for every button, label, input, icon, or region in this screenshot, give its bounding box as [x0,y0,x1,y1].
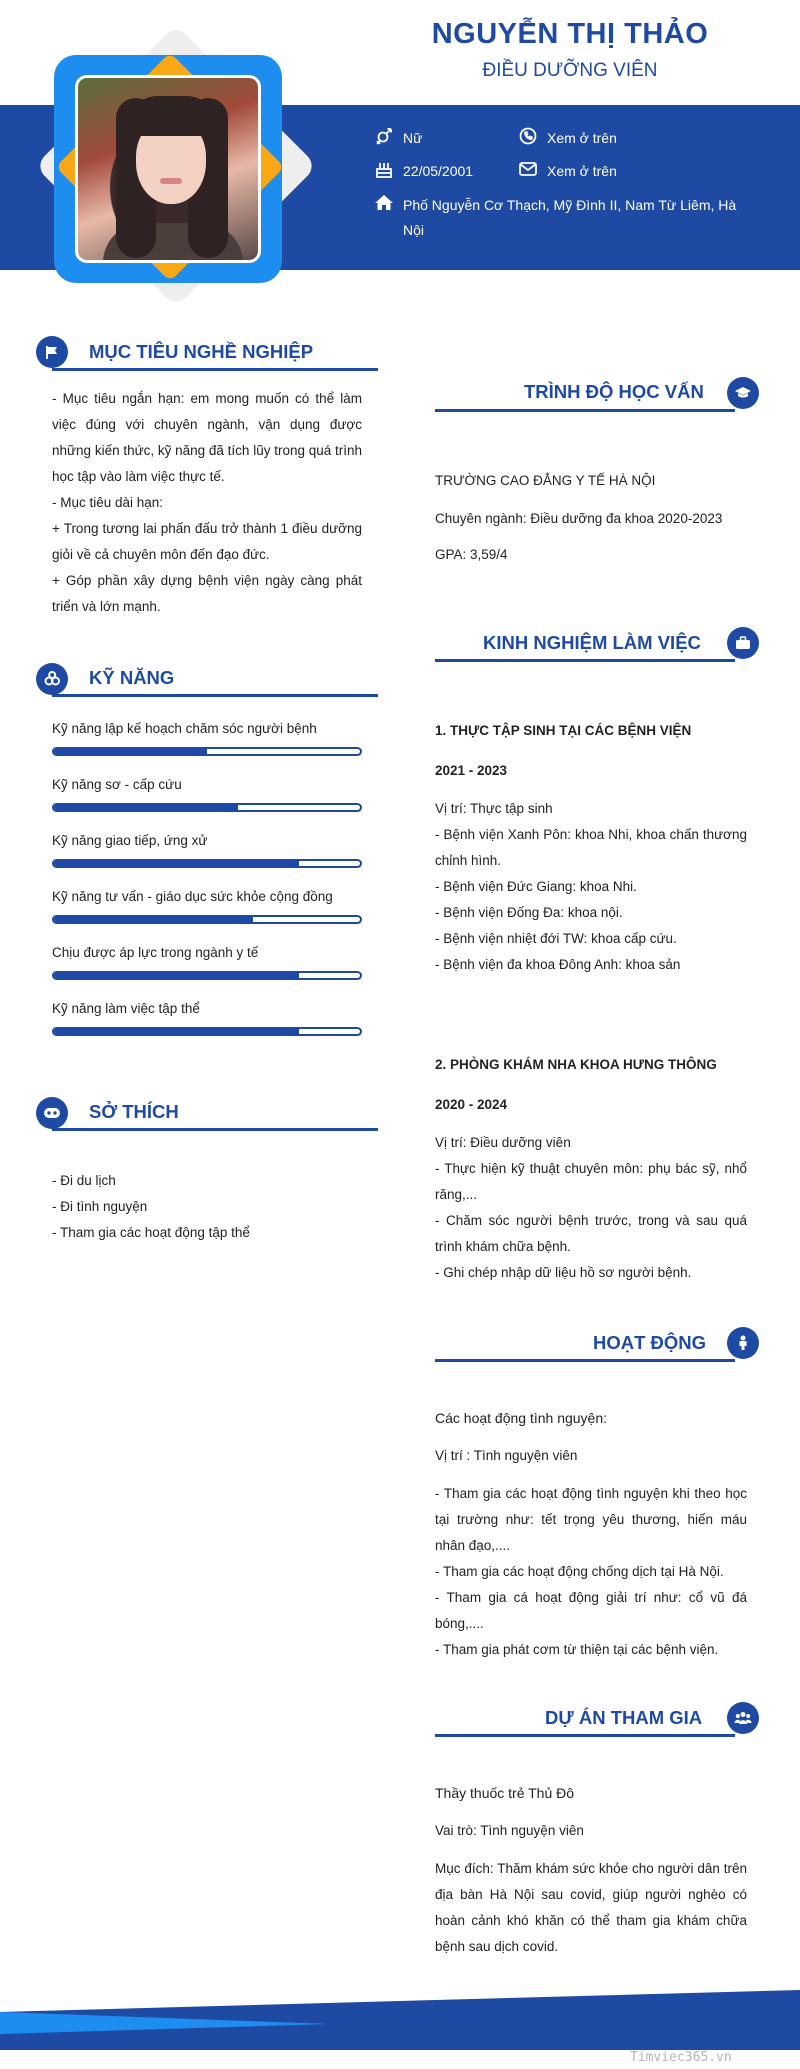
section-activities-title: HOẠT ĐỘNG [593,1332,707,1353]
skill-bar-fill [54,917,253,922]
job-line: Vị trí: Điều dưỡng viên [435,1135,571,1150]
profile-photo [75,75,261,263]
section-skills-rule [52,694,378,697]
activity-line: - Tham gia cá hoạt động giải trí như: cổ vũ đá bóng,.... [435,1590,747,1631]
hobbies-list [52,1168,362,1246]
section-objective-rule [52,368,378,371]
section-education-title: TRÌNH ĐỘ HỌC VẤN [524,381,704,402]
job-line: Vị trí: Thực tập sinh [435,801,553,816]
briefcase-icon [727,627,759,659]
skill-bar-fill [54,973,299,978]
project-name: Thầy thuốc trẻ Thủ Đô [435,1785,575,1801]
job-company: 1. THỰC TẬP SINH TẠI CÁC BỆNH VIỆN [435,723,692,738]
skill-bar [52,915,362,924]
section-experience-title: KINH NGHIỆM LÀM VIỆC [483,632,701,653]
skill-bar-fill [54,805,238,810]
skill-label: Kỹ năng làm việc tập thể [52,1001,200,1016]
objective-line: - Mục tiêu dài hạn: [52,495,164,510]
activity-line: - Tham gia phát cơm từ thiện tại các bệnh viện. [435,1642,719,1657]
skill-label: Kỹ năng sơ - cấp cứu [52,777,182,792]
candidate-role: ĐIỀU DƯỠNG VIÊN [482,60,658,81]
contact-address [373,193,743,243]
skill-bar [52,747,362,756]
job-period: 2020 - 2024 [435,1097,508,1112]
skill-item [52,943,362,980]
graduation-cap-icon [727,377,759,409]
section-hobbies-rule [52,1128,378,1131]
activity-position: Vị trí : Tình nguyện viên [435,1448,578,1463]
hobby-item: - Đi tình nguyện [52,1199,148,1214]
skill-item [52,887,362,924]
skill-label: Kỹ năng tư vấn - giáo dục sức khỏe cộng đồng [52,889,333,904]
objective-line: + Góp phần xây dựng bệnh viện ngày càng phát triển và lớn mạnh. [52,573,362,614]
phone-icon [517,126,539,146]
contact-phone [517,126,617,151]
gender-icon [373,126,395,146]
gamepad-icon [36,1097,68,1129]
section-projects-rule [435,1734,735,1737]
job-line: - Thực hiện kỹ thuật chuyên môn: phụ bác sỹ, nhổ răng,... [435,1161,747,1202]
email-icon [517,159,539,179]
birthday-value: 22/05/2001 [403,163,474,179]
footer-band [0,1990,800,2050]
hobby-item: - Đi du lịch [52,1173,116,1188]
skill-bar-fill [54,1029,299,1034]
skill-label: Kỹ năng giao tiếp, ứng xử [52,833,208,848]
flag-icon [36,336,68,368]
contact-email [517,159,617,184]
activities-body [435,1405,747,1663]
skill-bar-fill [54,749,207,754]
skill-item [52,999,362,1036]
skills-icon [36,663,68,695]
skill-item [52,831,362,868]
team-icon [727,1702,759,1734]
section-objective-title: MỤC TIÊU NGHỀ NGHIỆP [89,341,314,362]
job-line: - Ghi chép nhập dữ liệu hồ sơ người bệnh. [435,1265,692,1280]
project-description: Mục đích: Thăm khám sức khỏe cho người dân trên địa bàn Hà Nội sau covid, giúp người nghèo có hoàn cảnh khó khăn có thể tham gia khám chữa bệnh sau dịch covid. [435,1861,747,1954]
address-line-1: Phố Nguyễn Cơ Thạch, Mỹ Đình II, Nam Từ Liêm, Hà [403,197,737,213]
activity-line: - Tham gia các hoạt động chống dịch tại Hà Nội. [435,1564,724,1579]
skill-bar-fill [54,861,299,866]
education-school: TRƯỜNG CAO ĐẲNG Y TẾ HÀ NỘI [435,473,656,488]
job-line: - Bệnh viện Đức Giang: khoa Nhi. [435,879,637,894]
skill-bar [52,859,362,868]
watermark: Timviec365.vn [630,2050,732,2065]
section-projects-title: DỰ ÁN THAM GIA [545,1707,703,1728]
skill-label: Chịu được áp lực trong ngành y tế [52,945,259,960]
contact-birthday [373,159,473,184]
email-value[interactable]: Xem ở trên [547,163,617,179]
section-skills-title: KỸ NĂNG [89,667,175,688]
objective-line: + Trong tương lai phấn đấu trở thành 1 điều dưỡng giỏi về cả chuyên môn đến đạo đức. [52,521,362,562]
objective-line: - Mục tiêu ngắn hạn: em mong muốn có thể làm việc đúng với chuyên ngành, vận dụng được những kiến thức, kỹ năng đã tích lũy trong quá trình học tập vào làm việc thực tế. [52,391,363,484]
skill-item [52,719,362,756]
education-gpa: GPA: 3,59/4 [435,547,508,562]
projects-body [435,1780,747,1960]
education-major: Chuyên ngành: Điều dưỡng đa khoa 2020-2023 [435,511,723,526]
project-role: Vai trò: Tình nguyện viên [435,1823,584,1838]
education-body [435,468,747,568]
birthday-cake-icon [373,159,395,179]
skill-bar [52,803,362,812]
section-experience-rule [435,659,735,662]
skill-bar [52,971,362,980]
experience-job-2 [435,1052,747,1286]
person-icon [727,1327,759,1359]
avatar [40,30,312,302]
job-company: 2. PHÒNG KHÁM NHA KHOA HƯNG THÔNG [435,1057,717,1072]
skill-label: Kỹ năng lập kế hoạch chăm sóc người bệnh [52,721,317,736]
section-hobbies-title: SỞ THÍCH [89,1101,179,1122]
address-line-2: Nội [403,222,425,238]
phone-value[interactable]: Xem ở trên [547,130,617,146]
section-activities-rule [435,1359,735,1362]
job-line: - Bệnh viện Xanh Pôn: khoa Nhi, khoa chấn thương chỉnh hình. [435,827,747,868]
candidate-name: NGUYỄN THỊ THẢO [431,18,709,50]
home-icon [373,193,395,213]
job-line: - Bệnh viện Đống Đa: khoa nội. [435,905,623,920]
job-period: 2021 - 2023 [435,763,508,778]
skill-item [52,775,362,812]
job-line: - Bệnh viện nhiệt đới TW: khoa cấp cứu. [435,931,677,946]
activity-line: - Tham gia các hoạt động tình nguyện khi theo học tại trường như: tết trọng yêu thương, hiến máu nhân đạo,.... [435,1486,747,1553]
job-line: - Chăm sóc người bệnh trước, trong và sau quá trình khám chữa bệnh. [435,1213,747,1254]
skill-bar [52,1027,362,1036]
section-education-rule [435,409,735,412]
job-line: - Bệnh viện đa khoa Đông Anh: khoa sản [435,957,681,972]
gender-value: Nữ [403,130,423,146]
experience-job-1 [435,718,747,978]
objective-text [52,386,362,620]
contact-gender [373,126,422,151]
activity-name: Các hoạt động tình nguyện: [435,1410,608,1426]
hobby-item: - Tham gia các hoạt động tập thể [52,1225,250,1240]
